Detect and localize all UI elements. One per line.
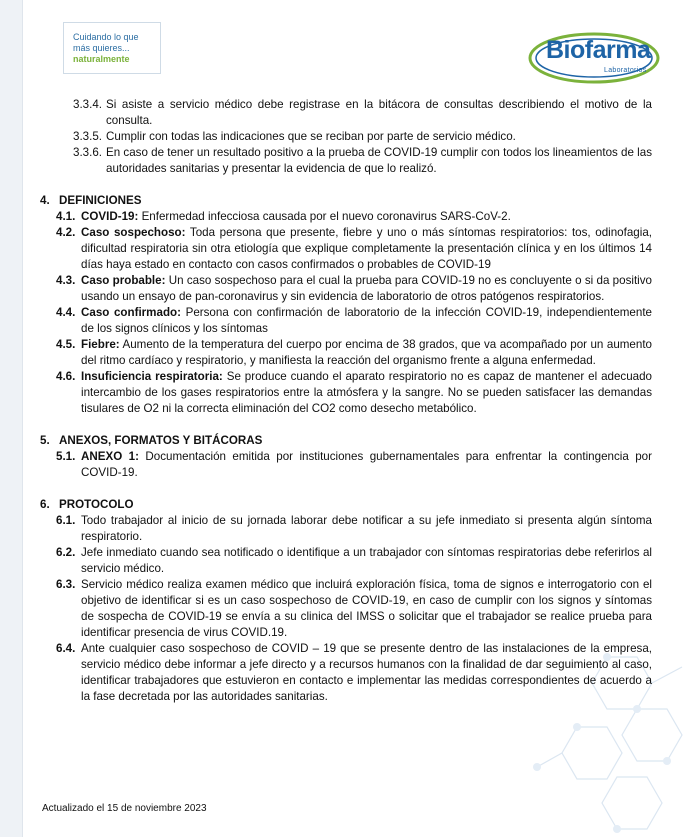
section-number: 6. (40, 498, 50, 511)
protocol-item (40, 545, 652, 577)
logo-name: Biofarma (546, 36, 651, 64)
item-term: ANEXO 1: (81, 450, 139, 463)
item-number: 6.3. (56, 578, 76, 591)
logo-subtitle: Laboratorios (604, 67, 647, 74)
item-number: 4.3. (56, 274, 76, 287)
list-item (40, 97, 652, 129)
item-number: 5.1. (56, 450, 76, 463)
section-title: DEFINICIONES (59, 194, 142, 207)
item-number: 6.1. (56, 514, 76, 527)
item-text: En caso de tener un resultado positivo a la prueba de COVID-19 cumplir con todos los lineamientos de las autoridades sanitarias y presentar la evidencia de que lo realizó. (106, 146, 652, 175)
section-title: ANEXOS, FORMATOS Y BITÁCORAS (59, 434, 263, 447)
item-text: Ante cualquier caso sospechoso de COVID – 19 que se presente dentro de las instalaciones de la empresa, servicio médico debe informar a jefe directo y a recursos humanos con la finalidad de dar seguimiento al caso, identificar trabajadores que estuvieron en contacto e implementar las medidas correspondientes de acuerdo a la fase decretada por las autoridades sanitarias. (81, 642, 652, 703)
item-text: Enfermedad infecciosa causada por el nuevo coronavirus SARS-CoV-2. (138, 210, 511, 223)
item-text: Cumplir con todas las indicaciones que se reciban por parte de servicio médico. (106, 130, 516, 143)
list-item (40, 145, 652, 177)
item-text: Jefe inmediato cuando sea notificado o identifique a un trabajador con síntomas respiratorias debe referirlos al servicio médico. (81, 546, 652, 575)
definition-item (40, 305, 652, 337)
item-number: 6.2. (56, 546, 76, 559)
footer-updated-date: Actualizado el 15 de noviembre 2023 (42, 803, 207, 814)
protocol-item (40, 641, 652, 705)
item-number: 4.6. (56, 370, 76, 383)
protocol-item (40, 577, 652, 641)
item-number: 6.4. (56, 642, 76, 655)
section-title: PROTOCOLO (59, 498, 134, 511)
item-term: Fiebre: (81, 338, 120, 351)
item-number: 3.3.4. (73, 98, 103, 111)
slogan-line-3: naturalmente (73, 54, 130, 64)
slogan-line-1: Cuidando lo que (73, 32, 139, 42)
item-term: Caso probable: (81, 274, 166, 287)
item-number: 4.2. (56, 226, 76, 239)
item-number: 3.3.5. (73, 130, 103, 143)
item-text: Toda persona que presente, fiebre y uno o más síntomas respiratorios: tos, odinofagia, dificultad respiratoria sin otra etiología que explique completamente la presentación clínica y en los últimos 14 días haya estado en contacto con casos confirmados o probables de COVID-19 (81, 226, 652, 271)
definition-item (40, 337, 652, 369)
item-text: Aumento de la temperatura del cuerpo por encima de 38 grados, que va acompañado por un aumento del ritmo cardíaco y respiratorio, y manifiesta la reacción del organismo frente a alguna enfermedad. (81, 338, 652, 367)
slogan-line-2: más quieres... (73, 43, 130, 53)
item-term: Insuficiencia respiratoria: (81, 370, 223, 383)
left-margin-bar (0, 0, 23, 837)
document-body (40, 97, 652, 705)
item-number: 4.4. (56, 306, 76, 319)
list-item (40, 129, 652, 145)
item-text: Persona con confirmación de laboratorio de la infección COVID-19, independientemente de los signos clínicos y los síntomas (81, 306, 652, 335)
section-heading-anexos (40, 433, 652, 449)
section-heading-protocolo (40, 497, 652, 513)
item-text: Servicio médico realiza examen médico que incluirá exploración física, toma de signos e interrogatorio con el objetivo de identificar si es un caso sospechoso de COVID-19, en caso de cumplir con los signos y síntomas de sospecha de COVID-19 se envía a su clinica del IMSS o solicitar que el trabajador se realice prueba para identificar presencia de virus COVID.19. (81, 578, 652, 639)
section-number: 4. (40, 194, 50, 207)
item-text: Todo trabajador al inicio de su jornada laborar debe notificar a su jefe inmediato si presenta algún síntoma respiratorio. (81, 514, 652, 543)
item-term: Caso sospechoso: (81, 226, 186, 239)
annex-item (40, 449, 652, 481)
item-text: Documentación emitida por instituciones gubernamentales para enfrentar la contingencia por COVID-19. (81, 450, 652, 479)
item-number: 4.1. (56, 210, 76, 223)
item-text: Si asiste a servicio médico debe registrase en la bitácora de consultas describiendo el motivo de la consulta. (106, 98, 652, 127)
biofarma-logo (522, 22, 662, 94)
protocol-item (40, 513, 652, 545)
item-term: COVID-19: (81, 210, 139, 223)
item-number: 3.3.6. (73, 146, 103, 159)
slogan-box (63, 22, 161, 74)
definition-item (40, 209, 652, 225)
definition-item (40, 225, 652, 273)
section-heading-definiciones (40, 193, 652, 209)
definition-item (40, 369, 652, 417)
item-term: Caso confirmado: (81, 306, 181, 319)
definition-item (40, 273, 652, 305)
item-text: Un caso sospechoso para el cual la prueba para COVID-19 no es concluyente o si da positivo usando un ensayo de pan-coronavirus y sin evidencia de laboratorio de otros patógenos respiratorios. (81, 274, 652, 303)
item-text: Se produce cuando el aparato respiratorio no es capaz de mantener el adecuado intercambio de los gases respiratorios entre la atmósfera y la sangre. No se pueden satisfacer las demandas tisulares de O2 ni la correcta eliminación del CO2 como desecho metabólico. (81, 370, 652, 415)
section-number: 5. (40, 434, 50, 447)
item-number: 4.5. (56, 338, 76, 351)
